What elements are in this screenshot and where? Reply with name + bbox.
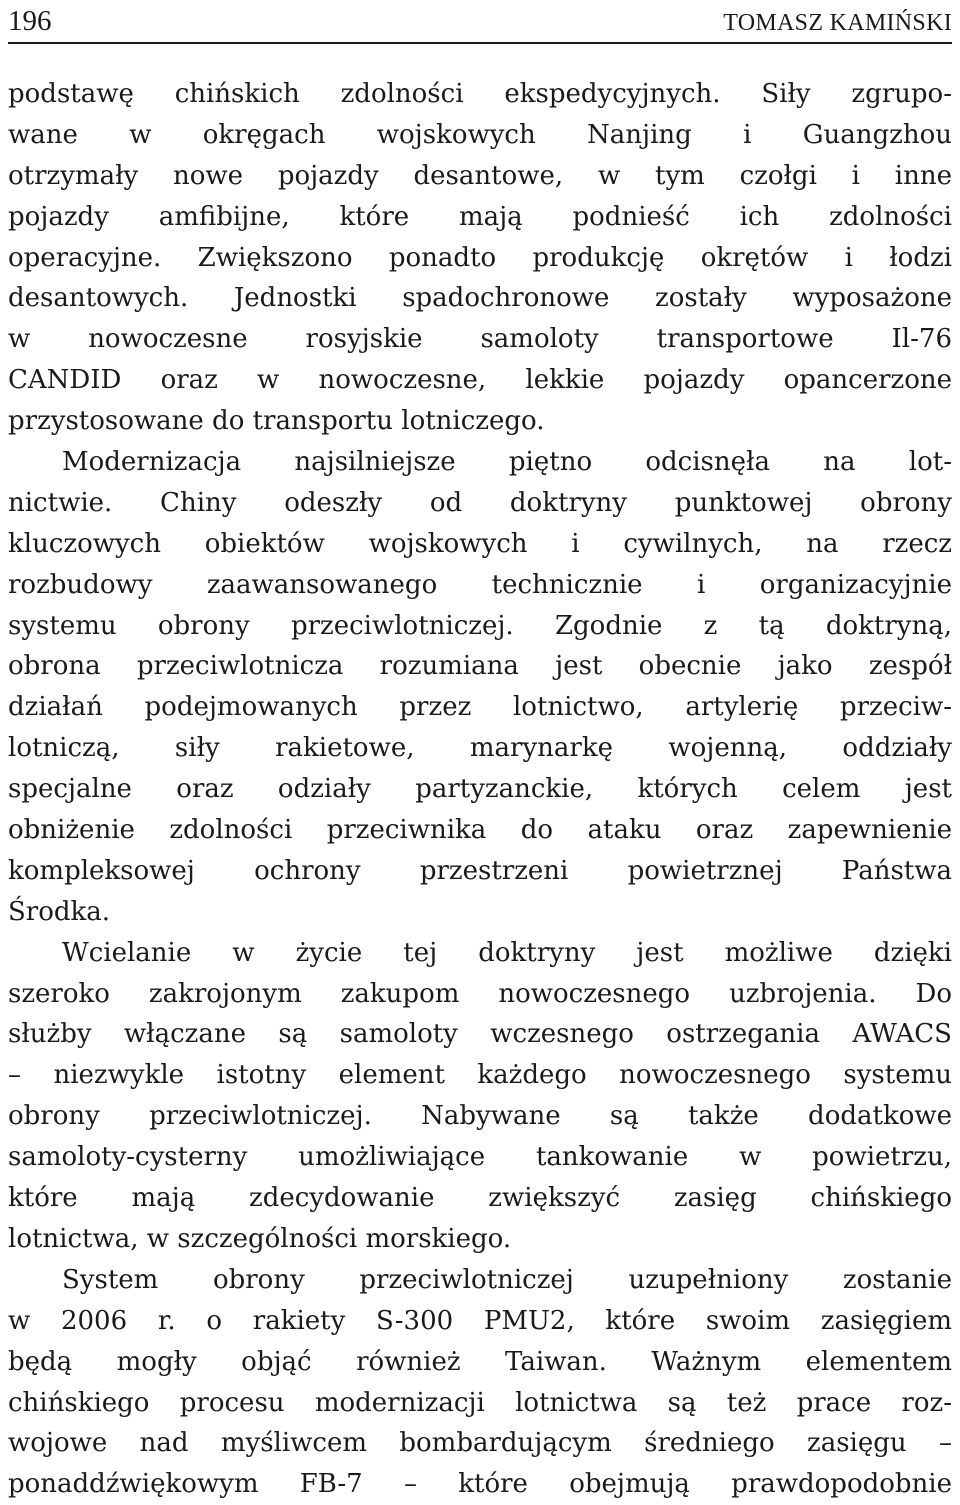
text-line: będą mogły objąć również Taiwan. Ważnym elementem	[8, 1346, 952, 1377]
text-line: kluczowych obiektów wojskowych i cywilnych, na rzecz	[8, 528, 952, 559]
text-line: przystosowane do transportu lotniczego.	[8, 406, 545, 437]
running-head-author: TOMASZ KAMIŃSKI	[723, 10, 952, 36]
text-line: obrona przeciwlotnicza rozumiana jest obecnie jako zespół	[8, 651, 952, 682]
text-line: desantowych. Jednostki spadochronowe zostały wyposażone	[8, 283, 952, 314]
text-line: obrony przeciwlotniczej. Nabywane są także dodatkowe	[8, 1101, 952, 1132]
text-line: pojazdy amfibijne, które mają podnieść ich zdolności	[8, 201, 952, 232]
text-line: Środka.	[8, 896, 111, 927]
text-line: szeroko zakrojonym zakupom nowoczesnego uzbrojenia. Do	[8, 978, 952, 1009]
text-line: System obrony przeciwlotniczej uzupełniony zostanie	[62, 1264, 952, 1295]
text-line: podstawę chińskich zdolności ekspedycyjnych. Siły zgrupo-	[8, 79, 952, 109]
paragraph	[8, 74, 952, 442]
text-line: w 2006 r. o rakiety S-300 PMU2, które swoim zasięgiem	[8, 1305, 952, 1336]
paragraph	[8, 1260, 952, 1505]
text-line: samoloty-cysterny umożliwiające tankowanie w powietrzu,	[8, 1142, 952, 1173]
text-line: systemu obrony przeciwlotniczej. Zgodnie z tą doktryną,	[8, 610, 952, 641]
text-line: otrzymały nowe pojazdy desantowe, w tym czołgi i inne	[8, 160, 952, 191]
paragraph	[8, 442, 952, 933]
text-line: kompleksowej ochrony przestrzeni powietrznej Państwa	[8, 855, 952, 886]
text-line: które mają zdecydowanie zwiększyć zasięg chińskiego	[8, 1183, 952, 1214]
text-line: lotniczą, siły rakietowe, marynarkę wojenną, oddziały	[8, 733, 952, 764]
text-line: ponaddźwiękowym FB-7 – które obejmują prawdopodobnie	[8, 1469, 952, 1500]
page-header	[8, 0, 952, 44]
text-line: obniżenie zdolności przeciwnika do ataku oraz zapewnienie	[8, 815, 952, 846]
text-line: służby włączane są samoloty wczesnego ostrzegania AWACS	[8, 1019, 952, 1050]
page-number: 196	[8, 5, 52, 37]
text-line: nictwie. Chiny odeszły od doktryny punktowej obrony	[8, 487, 952, 518]
text-line: działań podejmowanych przez lotnictwo, artylerię przeciw-	[8, 692, 952, 723]
text-line: Wcielanie w życie tej doktryny jest możliwe dzięki	[62, 937, 952, 968]
text-line: operacyjne. Zwiększono ponadto produkcję okrętów i łodzi	[8, 242, 952, 273]
text-line: specjalne oraz odziały partyzanckie, których celem jest	[8, 774, 952, 805]
text-line: wojowe nad myśliwcem bombardującym średniego zasięgu –	[8, 1428, 952, 1459]
text-line: chińskiego procesu modernizacji lotnictwa są też prace roz-	[8, 1387, 952, 1418]
body-text	[8, 74, 952, 1505]
text-line: wane w okręgach wojskowych Nanjing i Guangzhou	[8, 119, 952, 150]
text-line: CANDID oraz w nowoczesne, lekkie pojazdy opancerzone	[8, 365, 952, 396]
text-line: – niezwykle istotny element każdego nowoczesnego systemu	[8, 1060, 952, 1091]
text-line: rozbudowy zaawansowanego technicznie i organizacyjnie	[8, 569, 952, 600]
text-line: lotnictwa, w szczególności morskiego.	[8, 1223, 512, 1254]
text-line: Modernizacja najsilniejsze piętno odcisnęła na lot-	[62, 447, 952, 478]
text-line: w nowoczesne rosyjskie samoloty transportowe Il-76	[8, 324, 952, 355]
paragraph	[8, 933, 952, 1260]
